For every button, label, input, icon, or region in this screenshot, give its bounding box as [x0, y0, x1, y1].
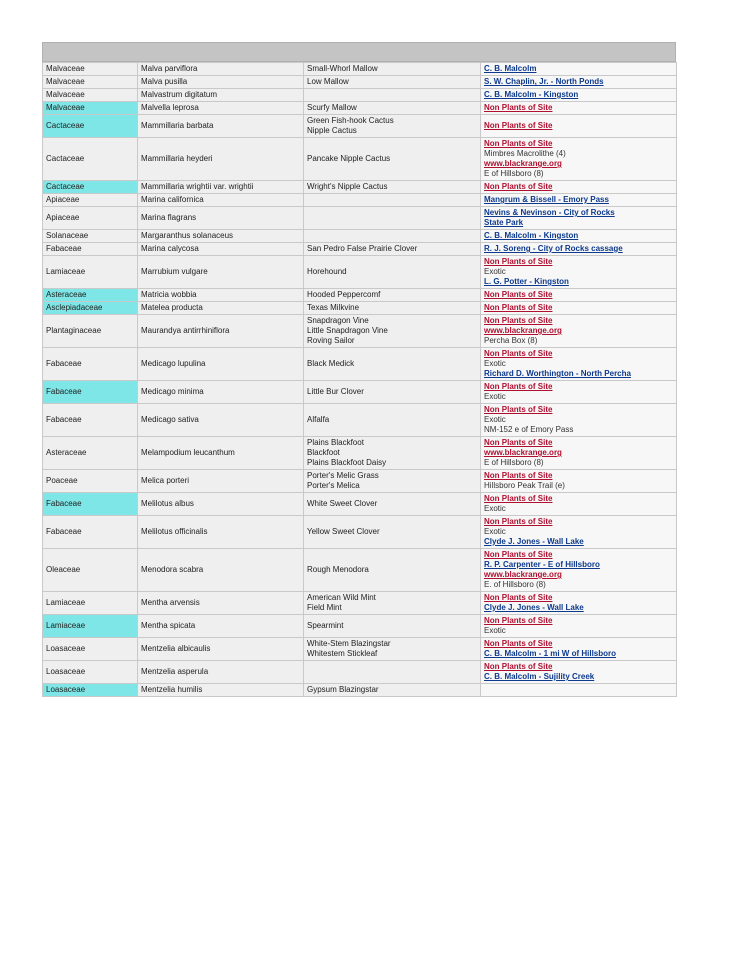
- table-row: [43, 194, 677, 207]
- spreadsheet: [42, 42, 676, 697]
- family-name: Fabaceae: [46, 359, 82, 368]
- species-name: Margaranthus solanaceus: [141, 231, 234, 240]
- table-row: [43, 404, 677, 437]
- reference-link[interactable]: C. B. Malcolm - Kingston: [484, 90, 579, 99]
- common-name: Green Fish-hook Cactus: [307, 116, 394, 125]
- species-name: Mentha spicata: [141, 621, 196, 630]
- table-row: [43, 470, 677, 493]
- family-name: Malvaceae: [46, 77, 85, 86]
- reference-link[interactable]: R. P. Carpenter - E of Hillsboro: [484, 560, 600, 569]
- reference-cell: [481, 302, 677, 315]
- common-name: Horehound: [307, 267, 347, 276]
- common-name-cell: [304, 63, 481, 76]
- family-cell: [43, 638, 138, 661]
- reference-link[interactable]: Richard D. Worthington - North Percha: [484, 369, 631, 378]
- species-name: Medicago sativa: [141, 415, 199, 424]
- common-name-cell: [304, 315, 481, 348]
- table-row: [43, 138, 677, 181]
- species-cell: [138, 404, 304, 437]
- table-row: [43, 516, 677, 549]
- common-name: Little Snapdragon Vine: [307, 326, 388, 335]
- species-cell: [138, 181, 304, 194]
- family-name: Asclepiadaceae: [46, 303, 103, 312]
- reference-cell: [481, 638, 677, 661]
- species-cell: [138, 638, 304, 661]
- species-cell: [138, 615, 304, 638]
- common-name-cell: [304, 256, 481, 289]
- family-name: Plantaginaceae: [46, 326, 102, 335]
- common-name-cell: [304, 289, 481, 302]
- reference-note: Hillsboro Peak Trail (e): [484, 481, 565, 490]
- family-cell: [43, 470, 138, 493]
- reference-cell: [481, 289, 677, 302]
- species-name: Marina flagrans: [141, 213, 197, 222]
- common-name: Field Mint: [307, 603, 342, 612]
- reference-cell: [481, 315, 677, 348]
- reference-link[interactable]: R. J. Soreng - City of Rocks cassage: [484, 244, 623, 253]
- table-row: [43, 243, 677, 256]
- common-name-cell: [304, 115, 481, 138]
- common-name-cell: [304, 684, 481, 697]
- common-name: San Pedro False Prairie Clover: [307, 244, 418, 253]
- family-cell: [43, 381, 138, 404]
- common-name-cell: [304, 102, 481, 115]
- common-name-cell: [304, 493, 481, 516]
- table-row: [43, 115, 677, 138]
- reference-cell: [481, 243, 677, 256]
- family-name: Fabaceae: [46, 244, 82, 253]
- family-name: Lamiaceae: [46, 598, 86, 607]
- species-name: Mammillaria wrightii var. wrightii: [141, 182, 254, 191]
- species-name: Mammillaria heyderi: [141, 154, 213, 163]
- species-cell: [138, 102, 304, 115]
- family-name: Malvaceae: [46, 64, 85, 73]
- species-name: Malva pusilla: [141, 77, 188, 86]
- species-name: Malvastrum digitatum: [141, 90, 218, 99]
- family-name: Apiaceae: [46, 213, 80, 222]
- reference-note: Exotic: [484, 504, 506, 513]
- species-cell: [138, 256, 304, 289]
- common-name-cell: [304, 181, 481, 194]
- reference-cell: [481, 516, 677, 549]
- reference-link[interactable]: Non Plants of Site: [484, 616, 553, 625]
- family-name: Lamiaceae: [46, 621, 86, 630]
- table-row: [43, 207, 677, 230]
- species-cell: [138, 230, 304, 243]
- reference-link[interactable]: Clyde J. Jones - Wall Lake: [484, 603, 584, 612]
- common-name: Black Medick: [307, 359, 355, 368]
- common-name-cell: [304, 194, 481, 207]
- reference-note: Exotic: [484, 392, 506, 401]
- family-cell: [43, 615, 138, 638]
- reference-link[interactable]: C. B. Malcolm - Kingston: [484, 231, 579, 240]
- species-name: Mentzelia asperula: [141, 667, 209, 676]
- common-name-cell: [304, 437, 481, 470]
- family-name: Asteraceae: [46, 290, 87, 299]
- family-cell: [43, 348, 138, 381]
- family-name: Malvaceae: [46, 103, 85, 112]
- family-cell: [43, 181, 138, 194]
- reference-link[interactable]: Non Plants of Site: [484, 405, 553, 414]
- reference-cell: [481, 470, 677, 493]
- common-name-cell: [304, 243, 481, 256]
- species-name: Malva parviflora: [141, 64, 198, 73]
- common-name: Yellow Sweet Clover: [307, 527, 380, 536]
- reference-cell: [481, 549, 677, 592]
- species-cell: [138, 315, 304, 348]
- header-bar: [42, 42, 676, 62]
- common-name-cell: [304, 470, 481, 493]
- common-name-cell: [304, 549, 481, 592]
- species-name: Medicago minima: [141, 387, 204, 396]
- reference-cell: [481, 615, 677, 638]
- reference-link[interactable]: Non Plants of Site: [484, 550, 553, 559]
- common-name: Blackfoot: [307, 448, 340, 457]
- family-cell: [43, 302, 138, 315]
- family-name: Malvaceae: [46, 90, 85, 99]
- reference-link[interactable]: C. B. Malcolm - 1 mi W of Hillsboro: [484, 649, 617, 658]
- table-row: [43, 102, 677, 115]
- common-name: Spearmint: [307, 621, 344, 630]
- family-name: Fabaceae: [46, 387, 82, 396]
- reference-link[interactable]: Non Plants of Site: [484, 121, 553, 130]
- table-row: [43, 615, 677, 638]
- species-name: Maurandya antirrhiniflora: [141, 326, 230, 335]
- common-name: Rough Menodora: [307, 565, 369, 574]
- species-cell: [138, 243, 304, 256]
- reference-cell: [481, 102, 677, 115]
- common-name-cell: [304, 138, 481, 181]
- reference-cell: [481, 115, 677, 138]
- table-row: [43, 89, 677, 102]
- species-name: Mentha arvensis: [141, 598, 200, 607]
- family-name: Lamiaceae: [46, 267, 86, 276]
- reference-link[interactable]: Non Plants of Site: [484, 517, 553, 526]
- reference-link[interactable]: Clyde J. Jones - Wall Lake: [484, 537, 584, 546]
- reference-cell: [481, 437, 677, 470]
- table-row: [43, 549, 677, 592]
- reference-cell: [481, 230, 677, 243]
- reference-cell: [481, 493, 677, 516]
- reference-link[interactable]: Nevins & Nevinson - City of Rocks: [484, 208, 615, 217]
- reference-link[interactable]: Non Plants of Site: [484, 593, 553, 602]
- reference-cell: [481, 256, 677, 289]
- family-cell: [43, 230, 138, 243]
- common-name-cell: [304, 89, 481, 102]
- plant-table: [42, 62, 677, 697]
- family-cell: [43, 207, 138, 230]
- species-cell: [138, 289, 304, 302]
- family-name: Fabaceae: [46, 527, 82, 536]
- species-cell: [138, 76, 304, 89]
- common-name-cell: [304, 76, 481, 89]
- reference-link[interactable]: Non Plants of Site: [484, 438, 553, 447]
- family-name: Asteraceae: [46, 448, 87, 457]
- common-name-cell: [304, 615, 481, 638]
- family-cell: [43, 516, 138, 549]
- reference-note: Exotic: [484, 415, 506, 424]
- reference-link[interactable]: Non Plants of Site: [484, 303, 553, 312]
- species-cell: [138, 348, 304, 381]
- table-row: [43, 256, 677, 289]
- family-name: Cactaceae: [46, 121, 85, 130]
- family-cell: [43, 256, 138, 289]
- reference-note: Exotic: [484, 267, 506, 276]
- common-name: Porter's Melic Grass: [307, 471, 379, 480]
- common-name-cell: [304, 516, 481, 549]
- reference-cell: [481, 381, 677, 404]
- reference-link[interactable]: Non Plants of Site: [484, 471, 553, 480]
- family-name: Cactaceae: [46, 154, 85, 163]
- family-cell: [43, 549, 138, 592]
- reference-link[interactable]: State Park: [484, 218, 524, 227]
- species-name: Mentzelia humilis: [141, 685, 203, 694]
- species-cell: [138, 138, 304, 181]
- table-row: [43, 592, 677, 615]
- species-cell: [138, 493, 304, 516]
- reference-link[interactable]: www.blackrange.org: [484, 448, 562, 457]
- species-cell: [138, 115, 304, 138]
- table-row: [43, 684, 677, 697]
- common-name: Scurfy Mallow: [307, 103, 357, 112]
- reference-link[interactable]: C. B. Malcolm - Sujility Creek: [484, 672, 595, 681]
- species-cell: [138, 549, 304, 592]
- table-row: [43, 437, 677, 470]
- common-name: White Sweet Clover: [307, 499, 378, 508]
- family-cell: [43, 194, 138, 207]
- reference-link[interactable]: Non Plants of Site: [484, 290, 553, 299]
- reference-link[interactable]: L. G. Potter - Kingston: [484, 277, 569, 286]
- family-name: Apiaceae: [46, 195, 80, 204]
- reference-cell: [481, 348, 677, 381]
- reference-link[interactable]: Non Plants of Site: [484, 662, 553, 671]
- family-cell: [43, 76, 138, 89]
- table-row: [43, 348, 677, 381]
- species-name: Menodora scabra: [141, 565, 204, 574]
- reference-cell: [481, 138, 677, 181]
- species-cell: [138, 194, 304, 207]
- family-name: Solanaceae: [46, 231, 89, 240]
- reference-link[interactable]: Non Plants of Site: [484, 494, 553, 503]
- reference-cell: [481, 661, 677, 684]
- common-name: Low Mallow: [307, 77, 349, 86]
- reference-note: E. of Hillsboro (8): [484, 580, 546, 589]
- common-name: Snapdragon Vine: [307, 316, 369, 325]
- common-name-cell: [304, 348, 481, 381]
- family-name: Fabaceae: [46, 499, 82, 508]
- common-name-cell: [304, 661, 481, 684]
- species-name: Medicago lupulina: [141, 359, 206, 368]
- table-row: [43, 381, 677, 404]
- family-name: Loasaceae: [46, 667, 86, 676]
- species-cell: [138, 437, 304, 470]
- reference-cell: [481, 63, 677, 76]
- common-name: Roving Sailor: [307, 336, 355, 345]
- reference-link[interactable]: S. W. Chaplin, Jr. - North Ponds: [484, 77, 604, 86]
- table-row: [43, 289, 677, 302]
- common-name-cell: [304, 230, 481, 243]
- species-name: Mammillaria barbata: [141, 121, 214, 130]
- family-cell: [43, 592, 138, 615]
- reference-note: E of Hillsboro (8): [484, 169, 544, 178]
- common-name: Pancake Nipple Cactus: [307, 154, 391, 163]
- family-name: Poaceae: [46, 476, 78, 485]
- family-cell: [43, 115, 138, 138]
- reference-link[interactable]: Mangrum & Bissell - Emory Pass: [484, 195, 609, 204]
- species-name: Mentzelia albicaulis: [141, 644, 211, 653]
- common-name-cell: [304, 404, 481, 437]
- reference-cell: [481, 89, 677, 102]
- common-name-cell: [304, 592, 481, 615]
- reference-note: Exotic: [484, 527, 506, 536]
- reference-cell: [481, 404, 677, 437]
- reference-cell: [481, 592, 677, 615]
- species-name: Malvella leprosa: [141, 103, 199, 112]
- reference-link[interactable]: Non Plants of Site: [484, 639, 553, 648]
- family-cell: [43, 63, 138, 76]
- common-name: American Wild Mint: [307, 593, 376, 602]
- species-name: Marrubium vulgare: [141, 267, 208, 276]
- species-cell: [138, 592, 304, 615]
- reference-link[interactable]: www.blackrange.org: [484, 326, 562, 335]
- common-name: Nipple Cactus: [307, 126, 357, 135]
- common-name-cell: [304, 638, 481, 661]
- common-name: Texas Milkvine: [307, 303, 360, 312]
- reference-link[interactable]: Non Plants of Site: [484, 316, 553, 325]
- reference-cell: [481, 207, 677, 230]
- common-name: Small-Whorl Mallow: [307, 64, 378, 73]
- species-cell: [138, 302, 304, 315]
- species-cell: [138, 63, 304, 76]
- reference-cell: [481, 76, 677, 89]
- reference-note: Exotic: [484, 359, 506, 368]
- table-row: [43, 315, 677, 348]
- family-cell: [43, 243, 138, 256]
- common-name: Little Bur Clover: [307, 387, 364, 396]
- family-name: Loasaceae: [46, 644, 86, 653]
- reference-link[interactable]: Non Plants of Site: [484, 349, 553, 358]
- family-name: Loasaceae: [46, 685, 86, 694]
- reference-link[interactable]: Non Plants of Site: [484, 182, 553, 191]
- common-name: Plains Blackfoot: [307, 438, 364, 447]
- reference-note: NM-152 e of Emory Pass: [484, 425, 574, 434]
- family-name: Fabaceae: [46, 415, 82, 424]
- common-name: Plains Blackfoot Daisy: [307, 458, 387, 467]
- reference-cell: [481, 181, 677, 194]
- family-cell: [43, 315, 138, 348]
- family-cell: [43, 102, 138, 115]
- species-name: Melilotus officinalis: [141, 527, 208, 536]
- reference-note: Exotic: [484, 626, 506, 635]
- common-name: Hooded Peppercomf: [307, 290, 381, 299]
- species-cell: [138, 381, 304, 404]
- reference-link[interactable]: Non Plants of Site: [484, 382, 553, 391]
- species-name: Melica porteri: [141, 476, 190, 485]
- species-cell: [138, 516, 304, 549]
- reference-note: Mimbres Macrolithe (4): [484, 149, 566, 158]
- species-cell: [138, 89, 304, 102]
- reference-link[interactable]: Non Plants of Site: [484, 103, 553, 112]
- species-name: Melampodium leucanthum: [141, 448, 235, 457]
- family-name: Cactaceae: [46, 182, 85, 191]
- reference-link[interactable]: www.blackrange.org: [484, 159, 562, 168]
- family-cell: [43, 138, 138, 181]
- family-cell: [43, 684, 138, 697]
- species-cell: [138, 661, 304, 684]
- common-name: Wright's Nipple Cactus: [307, 182, 388, 191]
- reference-link[interactable]: C. B. Malcolm: [484, 64, 537, 73]
- family-cell: [43, 289, 138, 302]
- common-name: Gypsum Blazingstar: [307, 685, 379, 694]
- family-cell: [43, 661, 138, 684]
- species-name: Marina calycosa: [141, 244, 199, 253]
- table-row: [43, 493, 677, 516]
- table-row: [43, 230, 677, 243]
- common-name: Whitestem Stickleaf: [307, 649, 378, 658]
- species-name: Matricia wobbia: [141, 290, 197, 299]
- common-name-cell: [304, 381, 481, 404]
- table-row: [43, 302, 677, 315]
- table-row: [43, 638, 677, 661]
- reference-note: Percha Box (8): [484, 336, 538, 345]
- family-cell: [43, 404, 138, 437]
- species-cell: [138, 470, 304, 493]
- species-name: Marina californica: [141, 195, 204, 204]
- family-cell: [43, 493, 138, 516]
- reference-link[interactable]: www.blackrange.org: [484, 570, 562, 579]
- table-row: [43, 63, 677, 76]
- family-name: Oleaceae: [46, 565, 81, 574]
- species-name: Melilotus albus: [141, 499, 194, 508]
- species-name: Matelea producta: [141, 303, 203, 312]
- table-row: [43, 181, 677, 194]
- reference-link[interactable]: Non Plants of Site: [484, 257, 553, 266]
- common-name: Porter's Melica: [307, 481, 360, 490]
- species-cell: [138, 207, 304, 230]
- reference-cell: [481, 194, 677, 207]
- reference-link[interactable]: Non Plants of Site: [484, 139, 553, 148]
- common-name-cell: [304, 207, 481, 230]
- species-cell: [138, 684, 304, 697]
- reference-note: E of Hillsboro (8): [484, 458, 544, 467]
- common-name: White-Stem Blazingstar: [307, 639, 391, 648]
- family-cell: [43, 437, 138, 470]
- table-row: [43, 76, 677, 89]
- common-name-cell: [304, 302, 481, 315]
- table-row: [43, 661, 677, 684]
- common-name: Alfalfa: [307, 415, 330, 424]
- reference-cell: [481, 684, 677, 697]
- family-cell: [43, 89, 138, 102]
